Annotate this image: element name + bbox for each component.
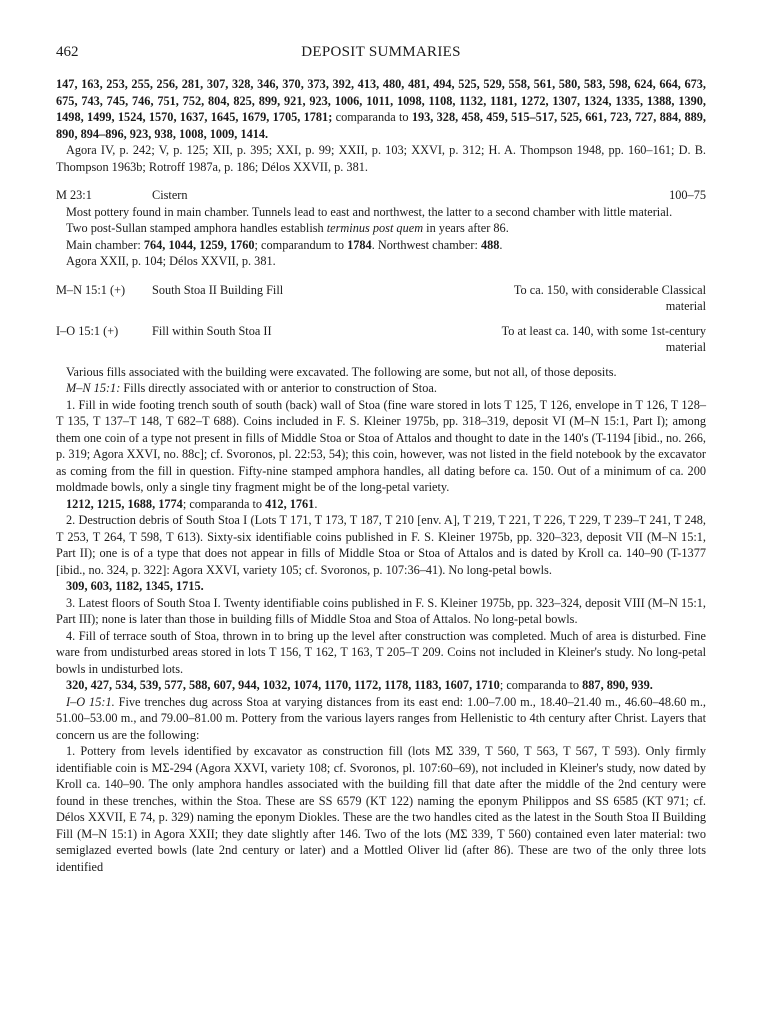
paragraph: M–N 15:1: Fills directly associated with or anterior to construction of Stoa. <box>66 381 437 395</box>
catalogue-list: 320, 427, 534, 539, 577, 588, 607, 944, 1032, 1074, 1170, 1172, 1178, 1183, 1607, 1710; comparanda to 887, 890, 939. <box>66 678 653 692</box>
page-header <box>56 44 706 64</box>
deposit-id: I–O 15:1 (+) <box>56 323 119 338</box>
deposit-entry-m23 <box>56 187 706 204</box>
page-number: 462 <box>56 44 79 60</box>
deposit-entry-io15 <box>56 323 706 356</box>
deposit-name: Cistern <box>152 188 188 202</box>
catalogue-numbers: 147, 163, 253, 255, 256, 281, 307, 328, 346, 370, 373, 392, 413, 480, 481, 494, 525, 529, 558, 561, 580, 583, 598, 624, 664, 673, 675, 743, 745, 746, 751, 752, 804, 825, 899, 921, 923, 1006, 1011, 1098, 1108, 1132, 1181, 1272, 1307, 1324, 1335, 1388, 1390, 1498, 1499, 1524, 1570, 1637, 1645, 1679, 1705, 1781; <box>56 77 706 124</box>
references: Agora IV, p. 242; V, p. 125; XII, p. 395; XXI, p. 99; XXII, p. 103; XXVI, p. 312; H. A. Thompson 1948, pp. 160–161; D. B. Thompson 1963b; Rotroff 1987a, p. 186; Délos XXVII, p. 381. <box>56 143 706 174</box>
paragraph: 1. Fill in wide footing trench south of south (back) wall of Stoa (fine ware stored in lots T 125, T 126, envelope in T 126, T 128–T 135, T 137–T 148, T 682–T 688). Coins included in F. S. Kleiner 1975b, pp. 318–319, deposit VI (M–N 15:1, Part I); among them one coin of a type not present in fills of Middle Stoa or Stoa of Attalos and thought to date in the 140's (T-1194 [ibid., no. 266, p. 319; Agora XXVI, no. 88c]; cf. Svoronos, pl. 22:53, 54); this coin, however, was not listed in the field notebook by the excavator as coming from the fill in question. Fifty-nine stamped amphora handles, all dating before ca. 150. Out of a minimum of ca. 200 moldmade bowls, only a single tiny fragment might be of the long-petal variety. <box>56 397 706 494</box>
deposit-name: South Stoa II Building Fill <box>152 282 284 297</box>
paragraph: I–O 15:1. Five trenches dug across Stoa at varying distances from its east end: 1.00–7.00 m., 18.40–21.40 m., 46.60–48.60 m., 51.00–53.00 m., and 79.00–81.00 m. Pottery from the various layers ranges from Hellenistic to 4th century after Christ. Layers that concern us are the following: <box>56 694 706 742</box>
deposit-id: M–N 15:1 (+) <box>56 282 126 297</box>
catalogue-list: 309, 603, 1182, 1345, 1715. <box>66 579 204 593</box>
deposit-date: To ca. 150, with considerable Classical material <box>513 282 706 313</box>
catalogue-list: 147, 163, 253, 255, 256, 281, 307, 328, 346, 370, 373, 392, 413, 480, 481, 494, 525, 529, 558, 561, 580, 583, 598, 624, 664, 673, 675, 743, 745, 746, 751, 752, 804, 825, 899, 921, 923, 1006, 1011, 1098, 1108, 1132, 1181, 1272, 1307, 1324, 1335, 1388, 1390, 1498, 1499, 1524, 1570, 1637, 1645, 1679, 1705, 1781; comparanda to 193, 328, 458, 459, 515–517, 525, 661, 723, 727, 884, 889, 890, 894–896, 923, 938, 1008, 1009, 1414. <box>56 77 706 141</box>
paragraph: Two post-Sullan stamped amphora handles establish terminus post quem in years after 86. <box>66 221 509 235</box>
references: Agora XXII, p. 104; Délos XXVII, p. 381. <box>66 254 276 268</box>
paragraph: 3. Latest floors of South Stoa I. Twenty identifiable coins published in F. S. Kleiner 1975b, pp. 323–324, deposit VIII (M–N 15:1, Part III); none is later than those in building fills of Middle Stoa and Stoa of Attalos. No long-petal bowls. <box>56 595 706 626</box>
deposit-name: Fill within South Stoa II <box>152 323 272 338</box>
paragraph: 1. Pottery from levels identified by excavator as construction fill (lots ΜΣ 339, T 560, T 563, T 567, T 593). Only firmly identifiable coin is ΜΣ-294 (Agora XXVI, variety 108; cf. Svoronos, pl. 107:60–69), not included in Kleiner's study, now dated by Kroll ca. 140–90. The only amphora handles associated with the building fill that date after the middle of the 2nd century were found in these trenches, within the Stoa. These are SS 6579 (KT 122) naming the eponym Philippos and SS 6585 (KT 971; cf. Délos XXVII, E 74, p. 329) naming the eponym Diokles. These are the two handles cited as the latest in the South Stoa II Building Fill (M–N 15:1) in Agora XXII; they date slightly after 146. Two of the lots (ΜΣ 339, T 560) contained even later material: two semiglazed everted bowls (late 2nd century or later) and a Mottled Oliver lid (after 86). These are two of the only three lots identified <box>56 744 706 874</box>
page <box>56 44 706 875</box>
deposit-date: 100–75 <box>669 188 706 202</box>
catalogue-list: 1212, 1215, 1688, 1774; comparanda to 412, 1761. <box>66 496 318 511</box>
deposit-entry-mn15 <box>56 282 706 315</box>
paragraph: 2. Destruction debris of South Stoa I (Lots T 171, T 173, T 187, T 210 [env. A], T 219, T 221, T 226, T 229, T 239–T 241, T 248, T 253, T 264, T 598, T 613). Sixty-six identifiable coins published in F. S. Kleiner 1975b, pp. 320–323, deposit VII (M–N 15:1, Part II); one is of a type that does not appear in fills of Middle Stoa or Stoa of Attalos and is dated by Kroll ca. 140–90 (T-1377 [ibid., no. 324, p. 322]: Agora XXVI, variety 105; cf. Svoronos, p. 107:36–41). No long-petal bowls. <box>56 513 706 577</box>
running-title: DEPOSIT SUMMARIES <box>301 44 461 60</box>
deposit-date: To at least ca. 140, with some 1st-century material <box>501 323 706 354</box>
paragraph: Main chamber: 764, 1044, 1259, 1760; comparandum to 1784. Northwest chamber: 488. <box>66 237 503 252</box>
paragraph: Various fills associated with the building were excavated. The following are some, but not all, of those deposits. <box>66 364 617 379</box>
comparanda-numbers: 193, 328, 458, 459, 515–517, 525, 661, 723, 727, 884, 889, 890, 894–896, 923, 938, 1008, 1009, 1414. <box>56 110 706 141</box>
deposit-id: M 23:1 <box>56 188 92 202</box>
paragraph: Most pottery found in main chamber. Tunnels lead to east and northwest, the latter to a second chamber with little material. <box>66 204 673 219</box>
paragraph: 4. Fill of terrace south of Stoa, thrown in to bring up the level after construction was completed. Much of area is disturbed. Fine ware from undisturbed areas stored in lots T 156, T 162, T 163, T 205–T 209. Coins not included in Kleiner's study. No long-petal bowls in undisturbed lots. <box>56 628 706 676</box>
